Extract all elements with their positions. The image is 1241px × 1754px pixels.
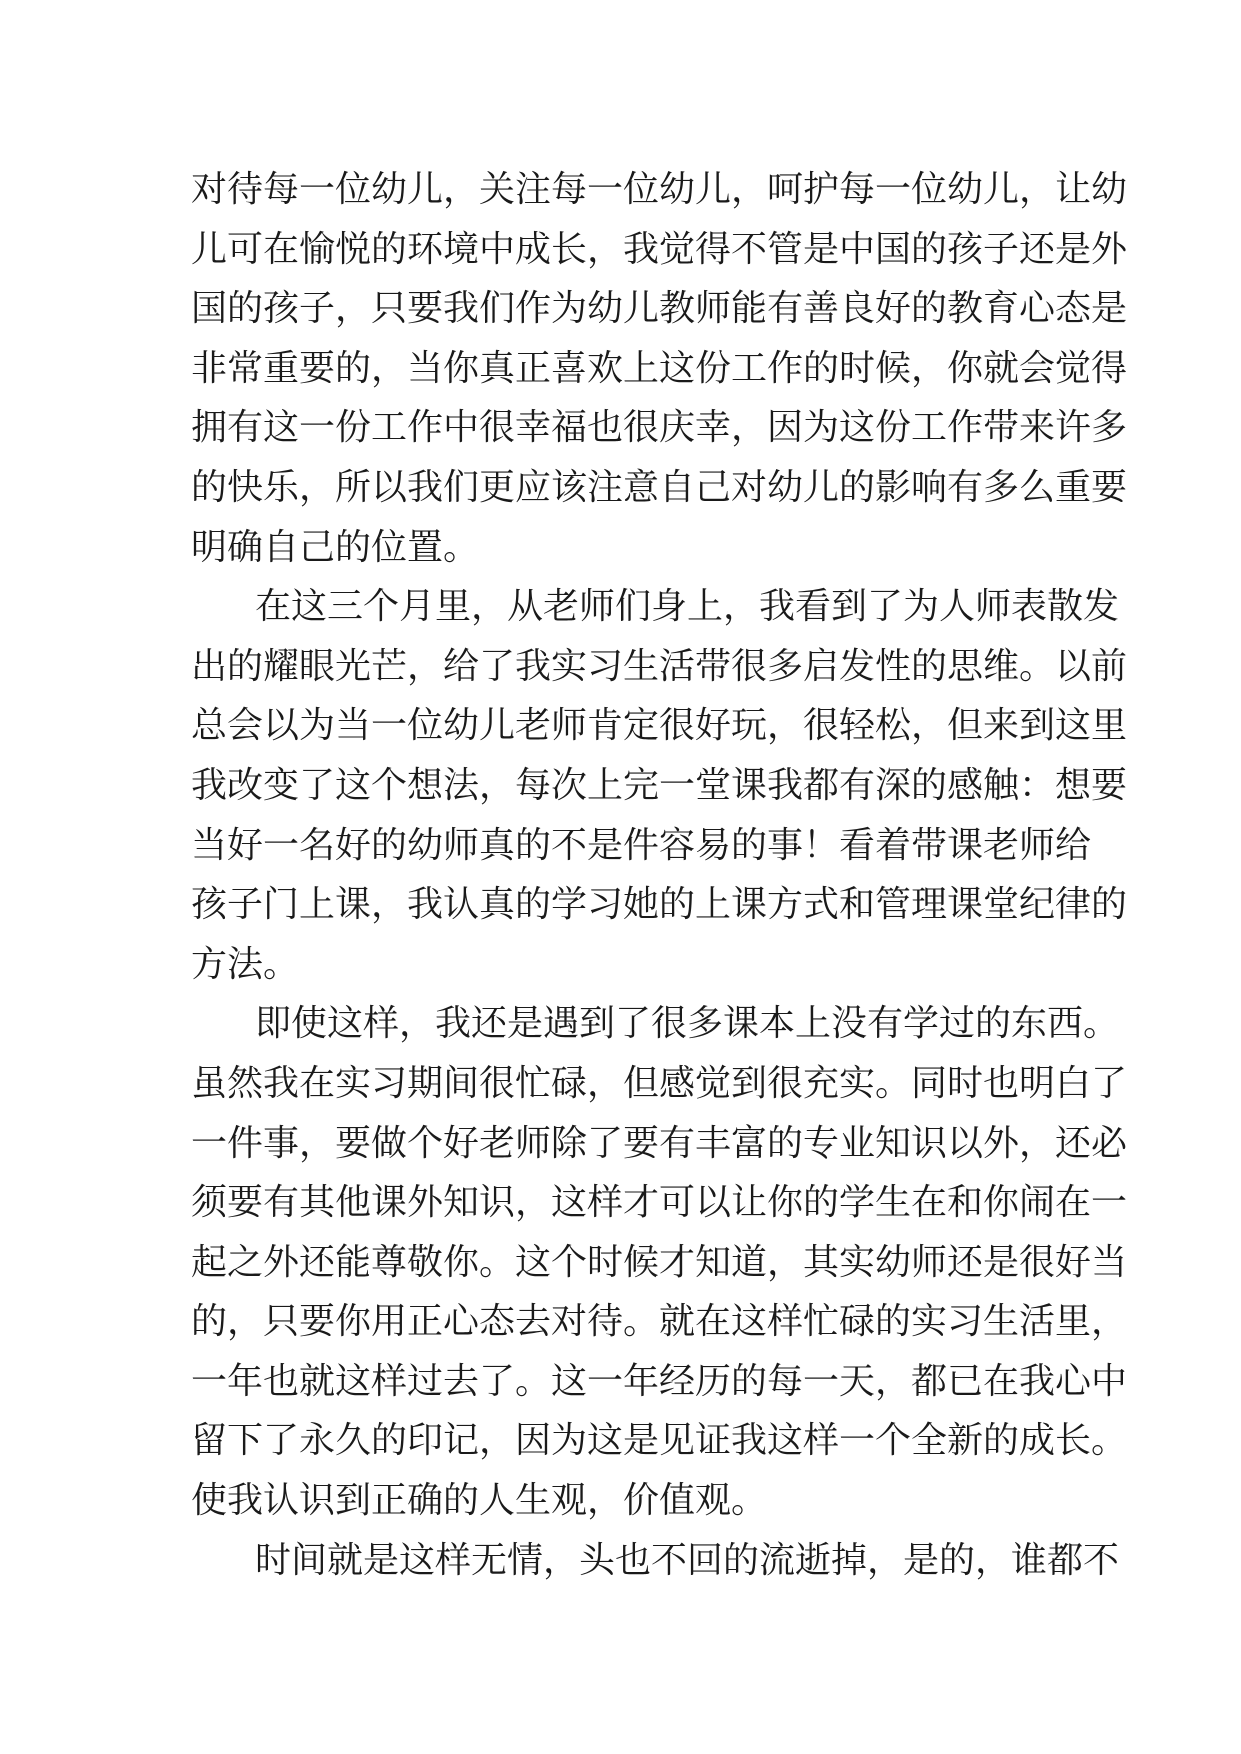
paragraph-first-line: 即使这样，我还是遇到了很多课本上没有学过的东西。	[255, 1003, 1120, 1045]
text-line: 我改变了这个想法，每次上完一堂课我都有深的感触：想要	[191, 764, 1128, 806]
text-line: 一件事，要做个好老师除了要有丰富的专业知识以外，还必	[191, 1122, 1128, 1164]
body-text	[191, 160, 1128, 1590]
paragraph-first-line: 在这三个月里，从老师们身上，我看到了为人师表散发	[255, 586, 1120, 628]
text-line: 拥有这一份工作中很幸福也很庆幸，因为这份工作带来许多	[191, 407, 1128, 449]
text-line: 当好一名好的幼师真的不是件容易的事！看着带课老师给	[191, 824, 1092, 866]
text-line: 总会以为当一位幼儿老师肯定很好玩，很轻松，但来到这里	[191, 705, 1128, 747]
text-line: 须要有其他课外知识，这样才可以让你的学生在和你闹在一	[191, 1182, 1128, 1224]
paragraph-first-line: 时间就是这样无情，头也不回的流逝掉，是的，谁都不	[255, 1539, 1120, 1581]
text-line: 起之外还能尊敬你。这个时候才知道，其实幼师还是很好当	[191, 1241, 1128, 1283]
text-line: 孩子门上课，我认真的学习她的上课方式和管理课堂纪律的	[191, 884, 1128, 926]
text-line: 国的孩子，只要我们作为幼儿教师能有善良好的教育心态是	[191, 288, 1128, 330]
text-line: 儿可在愉悦的环境中成长，我觉得不管是中国的孩子还是外	[191, 228, 1128, 270]
text-line: 对待每一位幼儿，关注每一位幼儿，呵护每一位幼儿，让幼	[191, 169, 1128, 210]
text-line: 明确自己的位置。	[191, 526, 480, 568]
text-line: 使我认识到正确的人生观，价值观。	[191, 1480, 768, 1522]
text-line: 非常重要的，当你真正喜欢上这份工作的时候，你就会觉得	[191, 347, 1128, 389]
text-line: 留下了永久的印记，因为这是见证我这样一个全新的成长。	[191, 1420, 1128, 1462]
text-line: 虽然我在实习期间很忙碌，但感觉到很充实。同时也明白了	[191, 1062, 1128, 1104]
text-line: 一年也就这样过去了。这一年经历的每一天，都已在我心中	[191, 1360, 1128, 1402]
text-line: 方法。	[191, 943, 300, 985]
text-line: 的，只要你用正心态去对待。就在这样忙碌的实习生活里，	[191, 1301, 1128, 1343]
text-line: 出的耀眼光芒，给了我实习生活带很多启发性的思维。以前	[191, 645, 1128, 687]
text-line: 的快乐，所以我们更应该注意自己对幼儿的影响有多么重要	[191, 466, 1128, 508]
